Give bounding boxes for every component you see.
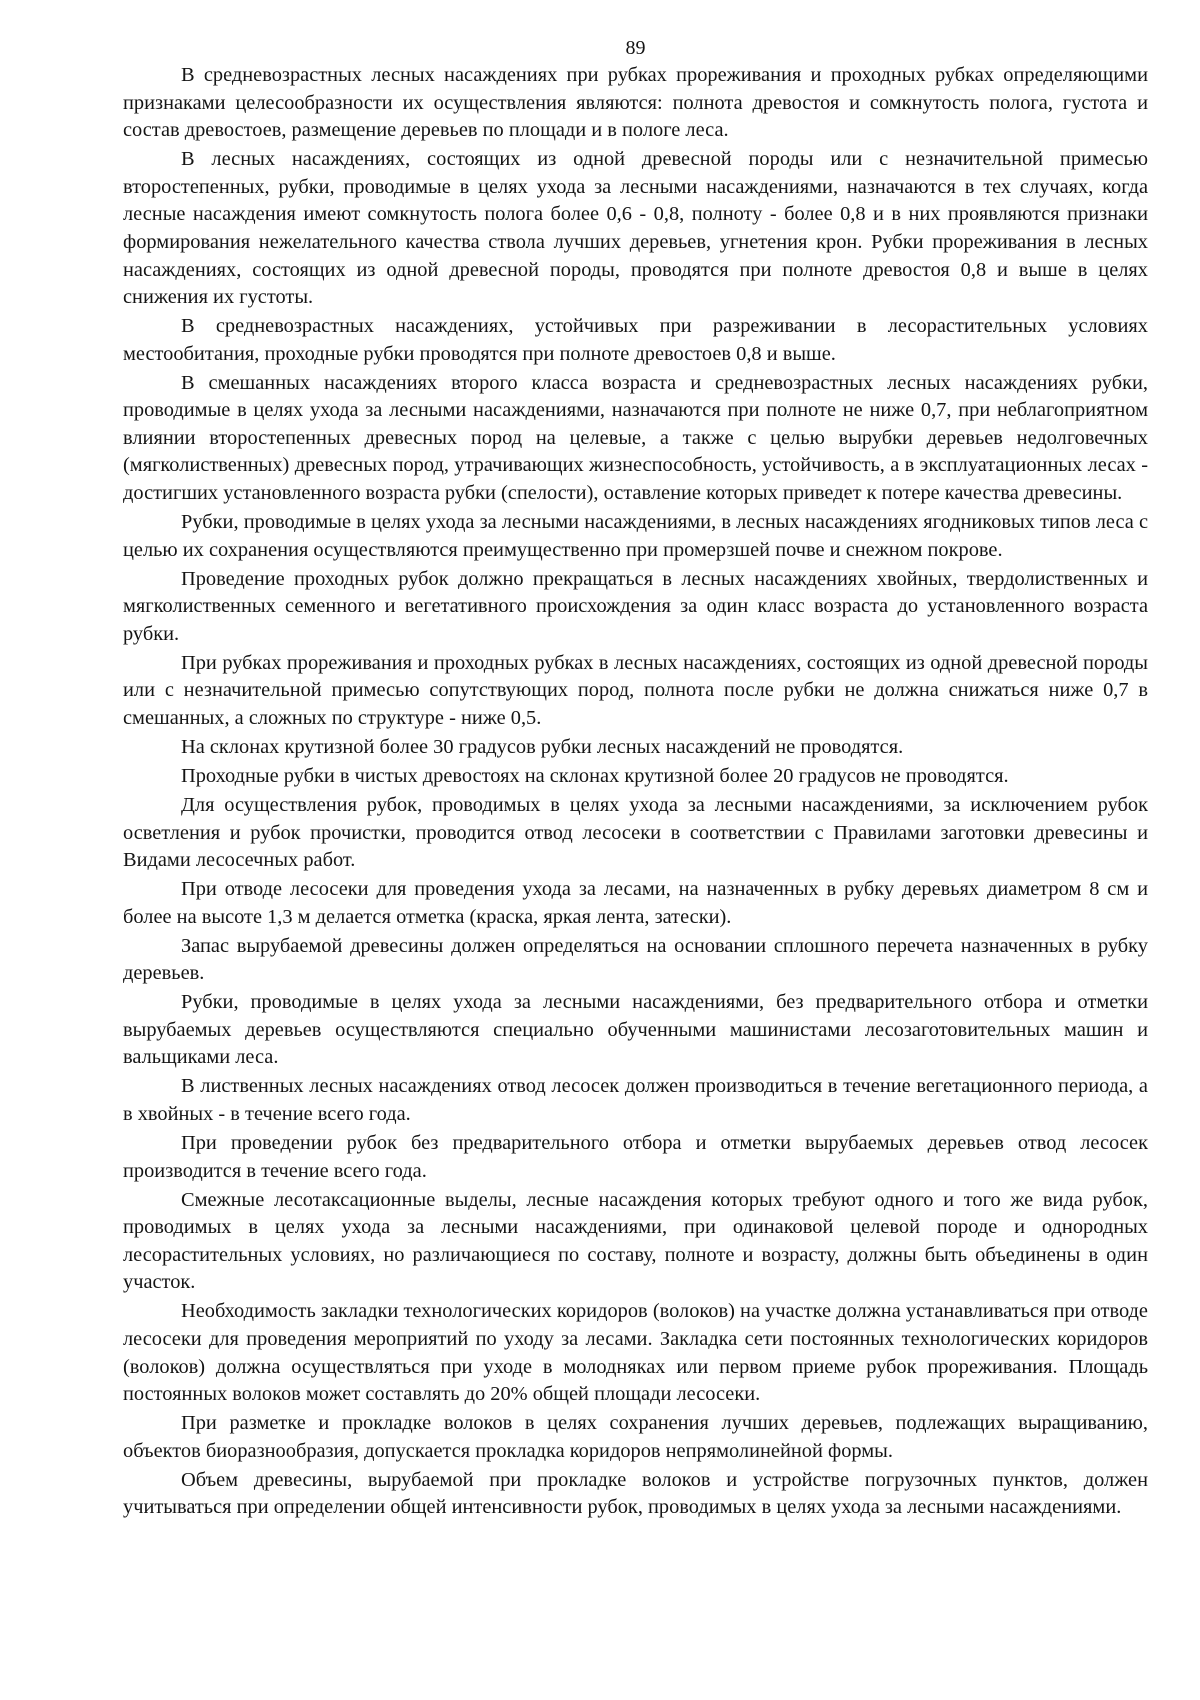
paragraph: В лиственных лесных насаждениях отвод лесосек должен производиться в течение вегетационного периода, а в хвойных - в течение всего года. xyxy=(123,1075,1148,1126)
paragraph: Необходимость закладки технологических коридоров (волоков) на участке должна устанавливаться при отводе лесосеки для проведения мероприятий по уходу за лесами. Закладка сети постоянных технологических коридоров (волоков) должна осуществляться при уходе в молодняках или первом приеме рубок прореживания. Площадь постоянных волоков может составлять до 20% общей площади лесосеки. xyxy=(123,1300,1148,1406)
paragraph: При проведении рубок без предварительного отбора и отметки вырубаемых деревьев отвод лесосек производится в течение всего года. xyxy=(123,1132,1148,1182)
paragraph: В смешанных насаждениях второго класса возраста и средневозрастных лесных насаждениях рубки, проводимые в целях ухода за лесными насаждениями, назначаются при полноте не ниже 0,7, при неблагоприятном влиянии второстепенных древесных пород на целевые, а также с целью вырубки деревьев недолговечных (мягколиственных) древесных пород, утрачивающих жизнеспособность, устойчивость, а в эксплуатационных лесах - достигших установленного возраста рубки (спелости), оставление которых приведет к потере качества древесины. xyxy=(123,371,1148,505)
paragraph: При разметке и прокладке волоков в целях сохранения лучших деревьев, подлежащих выращиванию, объектов биоразнообразия, допускается прокладка коридоров непрямолинейной формы. xyxy=(123,1412,1148,1462)
paragraph: При отводе лесосеки для проведения ухода за лесами, на назначенных в рубку деревьях диаметром 8 см и более на высоте 1,3 м делается отметка (краска, яркая лента, затески). xyxy=(123,878,1148,928)
page-number: 89 xyxy=(625,37,646,59)
paragraph: Объем древесины, вырубаемой при прокладке волоков и устройстве погрузочных пунктов, должен учитываться при определении общей интенсивности рубок, проводимых в целях ухода за лесными насаждениями. xyxy=(123,1468,1148,1519)
paragraph: Смежные лесотаксационные выделы, лесные насаждения которых требуют одного и того же вида рубок, проводимых в целях ухода за лесными насаждениями, при одинаковой целевой породе и однородных лесорастительных условиях, но различающиеся по составу, полноте и возрасту, должны быть объединены в один участок. xyxy=(123,1188,1148,1294)
document-body xyxy=(123,62,1148,1522)
paragraph: Для осуществления рубок, проводимых в целях ухода за лесными насаждениями, за исключением рубок осветления и рубок прочистки, проводится отвод лесосеки в соответствии с Правилами заготовки древесины и Видами лесосечных работ. xyxy=(123,793,1148,872)
paragraph: В средневозрастных лесных насаждениях при рубках прореживания и проходных рубках определяющими признаками целесообразности их осуществления являются: полнота древостоя и сомкнутость полога, густота и состав древостоев, размещение деревьев по площади и в пологе леса. xyxy=(123,64,1148,142)
paragraph: В средневозрастных насаждениях, устойчивых при разреживании в лесорастительных условиях местообитания, проходные рубки проводятся при полноте древостоев 0,8 и выше. xyxy=(123,315,1148,365)
paragraph: Проходные рубки в чистых древостоях на склонах крутизной более 20 градусов не проводятся. xyxy=(181,764,1009,787)
paragraph: На склонах крутизной более 30 градусов рубки лесных насаждений не проводятся. xyxy=(181,735,904,758)
paragraph: В лесных насаждениях, состоящих из одной древесной породы или с незначительной примесью второстепенных, рубки, проводимые в целях ухода за лесными насаждениями, назначаются в тех случаях, когда лесные насаждения имеют сомкнутость полога более 0,6 - 0,8, полноту - более 0,8 и в них проявляются признаки формирования нежелательного качества ствола лучших деревьев, угнетения крон. Рубки прореживания в лесных насаждениях, состоящих из одной древесной породы, проводятся при полноте древостоя 0,8 и выше в целях снижения их густоты. xyxy=(123,148,1148,309)
paragraph: Рубки, проводимые в целях ухода за лесными насаждениями, в лесных насаждениях ягодниковых типов леса с целью их сохранения осуществляются преимущественно при промерзшей почве и снежном покрове. xyxy=(123,511,1148,561)
paragraph: Рубки, проводимые в целях ухода за лесными насаждениями, без предварительного отбора и отметки вырубаемых деревьев осуществляются специально обученными машинистами лесозаготовительных машин и вальщиками леса. xyxy=(123,991,1148,1069)
paragraph: Проведение проходных рубок должно прекращаться в лесных насаждениях хвойных, твердолиственных и мягколиственных семенного и вегетативного происхождения за один класс возраста до установленного возраста рубки. xyxy=(123,567,1148,645)
paragraph: Запас вырубаемой древесины должен определяться на основании сплошного перечета назначенных в рубку деревьев. xyxy=(123,934,1148,985)
paragraph: При рубках прореживания и проходных рубках в лесных насаждениях, состоящих из одной древесной породы или с незначительной примесью сопутствующих пород, полнота после рубки не должна снижаться ниже 0,7 в смешанных, а сложных по структуре - ниже 0,5. xyxy=(123,651,1148,729)
